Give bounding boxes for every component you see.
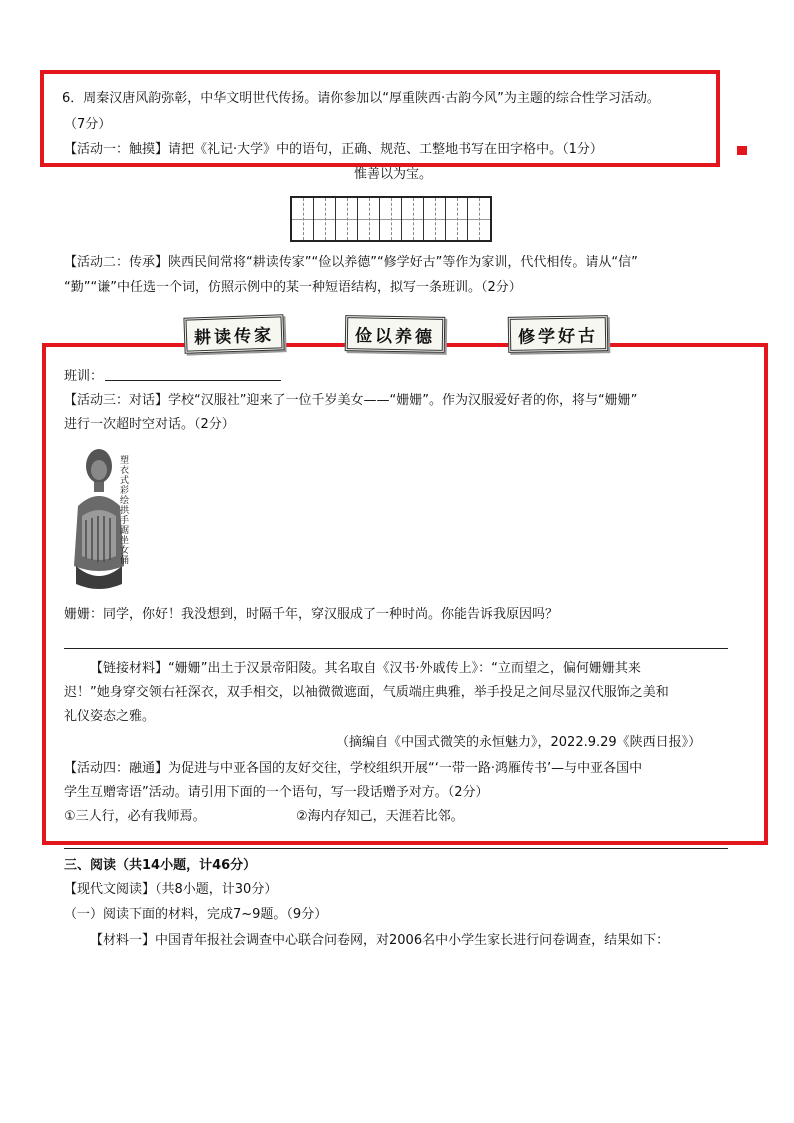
shanshan-dialogue: 姗姗：同学，你好！我没想到，时隔千年，穿汉服成了一种时尚。你能告诉我原因吗？ [64, 607, 559, 622]
option-1: ①三人行，必有我师焉。 [64, 809, 206, 824]
activity4-line1: 【活动四：融通】为促进与中亚各国的友好交往，学校组织开展“‘一带一路·鸿雁传书’—与中亚各国中 [64, 761, 643, 776]
tianzige-grid[interactable] [290, 196, 492, 242]
grid-cell[interactable] [446, 198, 468, 240]
grid-cell[interactable] [336, 198, 358, 240]
grid-cell[interactable] [292, 198, 314, 240]
activity4-line2: 学生互赠寄语”活动。请引用下面的一个语句，写一段话赠予对方。（2分） [64, 785, 489, 800]
grid-cell[interactable] [424, 198, 446, 240]
q6-score: （7分） [64, 117, 112, 132]
grid-cell[interactable] [358, 198, 380, 240]
activity2-line2: “勤”“谦”中任选一个词，仿照示例中的某一种短语结构，拟写一条班训。（2分） [64, 280, 522, 295]
link-material-line1: 【链接材料】“姗姗”出土于汉景帝阳陵。其名取自《汉书·外戚传上》：“立而望之，偏何姗姗其来 [90, 661, 641, 676]
activity1-sentence: 惟善以为宝。 [354, 167, 433, 182]
modern-reading-heading: 【现代文阅读】（共8小题，计30分） [64, 882, 278, 897]
activity3-line2: 进行一次超时空对话。（2分） [64, 417, 235, 432]
part1-heading: （一）阅读下面的材料，完成7~9题。（9分） [64, 907, 328, 922]
grid-cell[interactable] [468, 198, 490, 240]
activity2-line1: 【活动二：传承】陕西民间常将“耕读传家”“俭以养德”“修学好古”等作为家训，代代相传。请从“信” [64, 255, 638, 270]
option-2: ②海内存知己，天涯若比邻。 [296, 809, 464, 824]
banxun-answer-line[interactable] [105, 380, 281, 381]
banxun-label: 班训： [64, 369, 104, 384]
grid-cell[interactable] [380, 198, 402, 240]
seal-gendu-chuanjia: 耕读传家 [183, 314, 284, 353]
annotation-marker [737, 146, 747, 155]
dialogue-answer-line[interactable] [64, 648, 728, 649]
activity1-text: 【活动一：触摸】请把《礼记·大学》中的语句，正确、规范、工整地书写在田字格中。（1分） [64, 142, 603, 157]
section3-title: 三、阅读（共14小题，计46分） [64, 858, 257, 873]
seal-xiuxue-haogu: 修学好古 [508, 315, 609, 353]
material1-text: 【材料一】中国青年报社会调查中心联合问卷网，对2006名中小学生家长进行问卷调查，结果如下： [90, 933, 670, 948]
grid-cell[interactable] [314, 198, 336, 240]
seal-jianyi-yangde: 俭以养德 [345, 315, 446, 353]
grid-cell[interactable] [402, 198, 424, 240]
figure-caption: 塑衣式彩绘拱手踞坐女俑 [120, 456, 130, 566]
source-citation: （摘编自《中国式微笑的永恒魅力》，2022.9.29《陕西日报》） [336, 735, 702, 750]
q6-intro: 6．周秦汉唐风韵弥彰，中华文明世代传扬。请你参加以“厚重陕西·古韵今风”为主题的综合性学习活动。 [62, 91, 660, 106]
link-material-line3: 礼仪姿态之雅。 [64, 709, 156, 724]
link-material-line2: 迟！”她身穿交领右衽深衣，双手相交，以袖微微遮面，气质端庄典雅，举手投足之间尽显汉代服饰之美和 [64, 685, 669, 700]
section-divider [64, 848, 728, 849]
activity3-line1: 【活动三：对话】学校“汉服社”迎来了一位千岁美女——“姗姗”。作为汉服爱好者的你，将与“姗姗” [64, 393, 638, 408]
